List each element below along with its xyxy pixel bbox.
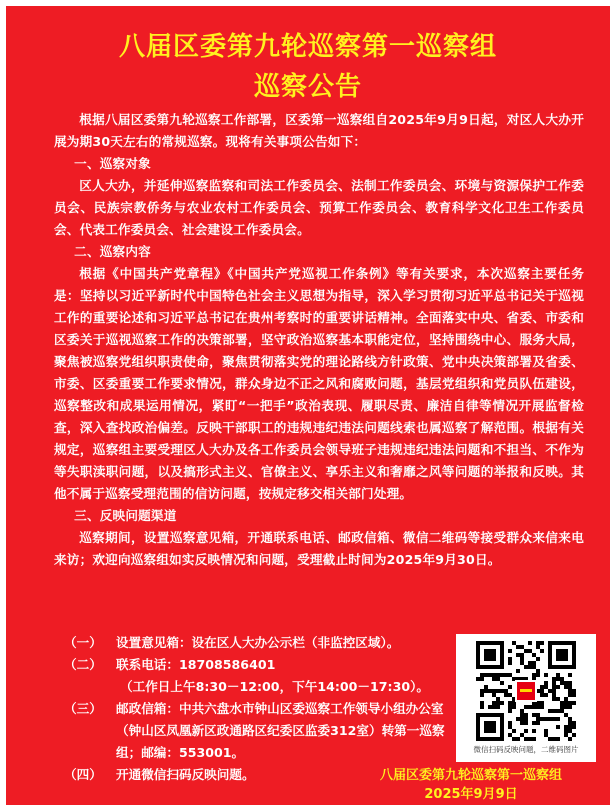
wechat-qr-card	[456, 634, 596, 762]
channel-suggestion-box	[54, 632, 454, 654]
section-2-paragraph: 根据《中国共产党章程》《中国共产党巡视工作条例》等有关要求，本次巡察主要任务是：坚持以习近平新时代中国特色社会主义思想为指导，深入学习贯彻习近平总书记关于巡视工作的重要论述和习近平总书记在贵州考察时的重要讲话精神。全面落实中央、省委、市委和区委关于巡视巡察工作的决策部署，坚守政治巡察基本职能定位，坚持围绕中心、服务大局，聚焦被巡察党组织职责使命，聚焦贯彻落实党的理论路线方针政策、党中央决策部署及省委、市委、区委重要工作要求情况，群众身边不正之风和腐败问题，基层党组织和党员队伍建设，巡察整改和成果运用情况，紧盯“一把手”政治表现、履职尽责、廉洁自律等情况开展监督检查，深入查找政治偏差。反映干部职工的违规违纪违法问题线索也属巡察了解范围。根据有关规定，巡察组主要受理区人大办及各工作委员会领导班子违规违纪违法问题和不担当、不作为等失职渎职问题，以及搞形式主义、官僚主义、享乐主义和奢靡之风等问题的举报和反映。其他不属于巡察受理范围的信访问题，按规定移交相关部门处理。	[54, 266, 584, 501]
section-1-paragraph: 区人大办，并延伸巡察监察和司法工作委员会、法制工作委员会、环境与资源保护工作委员会、民族宗教侨务与农业农村工作委员会、预算工作委员会、教育科学文化卫生工作委员会、代表工作委员会、社会建设工作委员会。	[54, 178, 584, 237]
channel-number: （四）	[64, 767, 102, 782]
notice-subtitle: 巡察公告	[253, 72, 362, 102]
channel-mailbox	[54, 698, 454, 764]
notice-poster	[6, 6, 610, 805]
channel-number: （三）	[64, 701, 102, 716]
channel-text: 邮政信箱：中共六盘水市钟山区委巡察工作领导小组办公室（钟山区凤凰新区政通路区纪委区监委312室）转第一巡察组；邮编：553001。	[116, 701, 445, 760]
signature-date: 2025年9月9日	[424, 787, 518, 802]
qr-code-icon	[464, 639, 588, 743]
intro-paragraph: 根据八届区委第九轮巡察工作部署，区委第一巡察组自2025年9月9日起，对区人大办开展为期30天左右的常规巡察。现将有关事项公告如下：	[54, 112, 584, 149]
channel-number: （二）	[64, 657, 102, 672]
phone-hours: （工作日上午8:30－12:00，下午14:00－17:30）。	[120, 679, 430, 694]
channel-text: 开通微信扫码反映问题。	[116, 767, 255, 782]
qr-caption: 微信扫码反映问题，二维码图片	[473, 745, 579, 754]
channel-text: 联系电话：18708586401	[116, 657, 276, 672]
channel-text: 设置意见箱：设在区人大办公示栏（非监控区域）。	[116, 635, 400, 650]
report-channels	[54, 632, 454, 786]
channel-phone	[54, 654, 454, 676]
channel-number: （一）	[64, 635, 102, 650]
notice-title: 八届区委第九轮巡察第一巡察组	[118, 32, 497, 62]
notice-body	[54, 109, 584, 571]
section-3-heading: 三、反映问题渠道	[74, 508, 177, 523]
section-1-heading: 一、巡察对象	[74, 156, 151, 171]
section-2-heading: 二、巡察内容	[74, 244, 151, 259]
signature-block	[351, 766, 591, 804]
section-3-paragraph: 巡察期间，设置巡察意见箱，开通联系电话、邮政信箱、微信二维码等接受群众来信来电来访；欢迎向巡察组如实反映情况和问题，受理截止时间为2025年9月30日。	[54, 530, 584, 567]
signature-org: 八届区委第九轮巡察第一巡察组	[379, 768, 562, 783]
